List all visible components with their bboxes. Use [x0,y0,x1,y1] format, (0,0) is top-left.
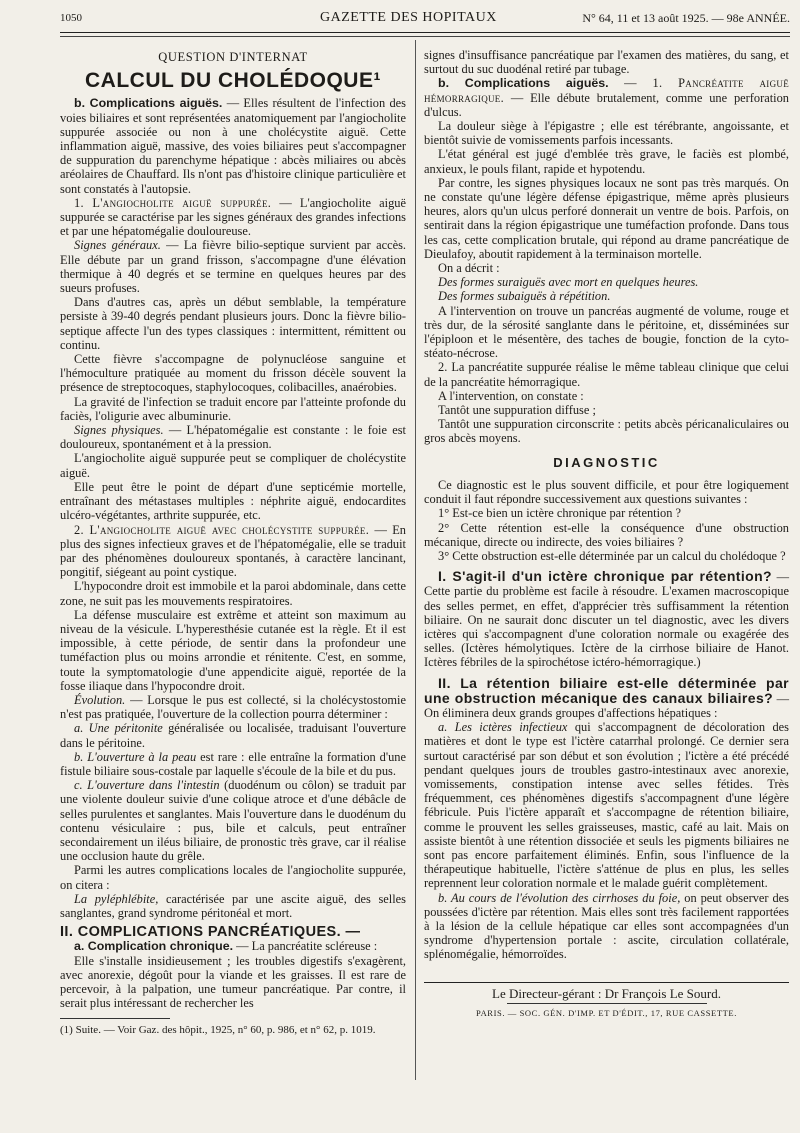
signature: Le Directeur-gérant : Dr François Le Sourd. [492,985,721,1001]
paragraph: Tantôt une suppuration diffuse ; [438,403,596,418]
paragraph: L'hypocondre droit est immobile et la paroi abdominale, dans cette zone, ne suit pas les mouvements respiratoires. [60,579,406,608]
paragraph: b. L'ouverture à la peau est rare : elle entraîne la formation d'une fistule biliaire sous-costale par laquelle s'écoule de la bile et du pus. [60,749,406,778]
inline-label: b. L'ouverture à la peau [74,749,197,764]
paragraph: 2. L'angiocholite aiguë avec cholécystite suppurée. — En plus des signes infectieux graves et de l'hépatomégalie, elle se traduit par des phénomènes douloureux spontanés, à caractère lancinant, pongitif, siégeant au point cystique. [60,522,406,580]
header-rule-thin [60,36,790,37]
column-divider [415,40,416,1080]
question-item: 2° Cette rétention est-elle la conséquence d'une obstruction mécanique, directe ou indirecte, des voies biliaires ? [424,520,789,549]
page-number: 1050 [60,12,82,24]
subheading: b. Complications aiguës. [438,76,609,91]
paragraph: Par contre, les signes physiques locaux ne sont pas très marqués. On ne constate qu'une légère défense épigastrique, même après plusieurs heures, alors qu'un ulcus perforé donnerait un ventre de bois. Parfois, on sentirait dans la région épigastrique une tuméfaction profonde. Dans tous les cas, cette complication brutale, qui répond au drame pancréatique de Dieulafoy, aboutit rapidement à la terminaison mortelle. [424,175,789,261]
subheading: a. Complication chronique. [74,939,234,954]
inline-label: a. Les ictères infectieux [438,720,568,735]
inline-label: Évolution. [74,692,126,707]
paragraph: a. Une péritonite généralisée ou localisée, traduisant l'ouverture dans le péritoine. [60,721,406,750]
paragraph: A l'intervention, on constate : [438,388,584,403]
imprint: PARIS. — SOC. GÉN. D'IMP. ET D'ÉDIT., 17, RUE CASSETTE. [476,1007,737,1018]
question-item: 1° Est-ce bien un ictère chronique par rétention ? [438,506,682,521]
right-column [424,48,789,1020]
paragraph: b. Au cours de l'évolution des cirrhoses du foie, on peut observer des poussées d'ictère par rétention. Mais elles sont très facilement rapportées à la lésion de la cellule hépatique car elles sont accompagnées d'un syndrome d'hypertension portale : ascite, circulation collatérale, splénomégalie, hémorroïdes. [424,890,789,962]
paragraph: Signes physiques. — L'hépatomégalie est constante : le foie est douloureux, spontanément et à la pression. [60,423,407,452]
section-heading-diagnostic: DIAGNOSTIC [553,454,660,470]
running-header [60,8,790,30]
paragraph: Tantôt une suppuration circonscrite : petits abcès péricanaliculaires ou gros abcès moyens. [424,417,789,446]
paragraph: 1. L'angiocholite aiguë suppurée. — L'angiocholite aiguë suppurée se caractérise par les signes généraux des grandes infections et par une hépatomégalie douloureuse. [60,195,406,239]
section-heading: I. S'agit-il d'un ictère chronique par rétention? [438,568,772,585]
paragraph: a. Les ictères infectieux qui s'accompagnent de décoloration des matières et dont le type est l'ictère catarrhal prolongé. Ce dernier sera surtout caractérisé par son début et son évolution ; l'ictère a été précédé pendant quelques jours de troubles gastro-intestinaux avec anorexie, vomissements, constipation intense avec selles fétides. Très fréquemment, ces phénomènes digestifs s'accompagnent d'une légère fébricule. Puis l'ictère apparaît et s'accompagne de rétention biliaire, comme le prouvent les selles graisseuses, mastic, café au lait. Mais on assiste bientôt à une rétention dissociée et seuls les pigments biliaires ne sont pas encore parfaitement éliminés. Enfin, sous l'influence de la thérapeutique habituelle, l'ictère s'atténue de plus en plus, les selles reprennent leur coloration normale et le malade guérit complètement. [424,720,789,891]
issue-info: N° 64, 11 et 13 août 1925. — 98e ANNÉE. [582,11,790,25]
footnote-rule [60,1018,170,1019]
paragraph: 2. La pancréatite suppurée réalise le même tableau clinique que celui de la pancréatite hémorragique. [424,360,789,389]
inline-label: c. L'ouverture dans l'intestin [74,778,220,793]
paragraph: Elle peut être le point de départ d'une septicémie mortelle, entraînant des métastases multiples : néphrite aiguë, endocardites ulcéro-végétantes, arthrite suppurée, etc. [60,479,406,523]
paragraph: Des formes subaiguës à répétition. [438,289,611,304]
footnote: (1) Suite. — Voir Gaz. des hôpit., 1925, n° 60, p. 986, et n° 62, p. 1019. [60,1024,376,1037]
paragraph: Des formes suraiguës avec mort en quelques heures. [438,275,699,290]
paragraph: I. S'agit-il d'un ictère chronique par rétention? — Cette partie du problème est facile à résoudre. L'examen macroscopique des selles permet, en effet, d'apprécier très suffisamment la rétention biliaire. On ne saurait donc discuter un tel diagnostic, avec les divers ictères qui s'accompagnent d'une coloration normale ou exagérée des selles. (Ictères hémolytiques. Ictère de la cirrhose biliaire de Hanot. Ictères fébriles de la spirochétose ictéro-hémorragique.) [424,568,789,670]
inline-label: Signes généraux. [74,238,161,253]
article-title: CALCUL DU CHOLÉDOQUE¹ [85,69,381,93]
paragraph: a. Complication chronique. — La pancréatite scléreuse : [74,939,378,954]
paragraph: Évolution. — Lorsque le pus est collecté, si la cholécystostomie n'est pas pratiquée, l'ouverture de la collection pourra déterminer : [60,692,406,722]
paragraph: Elle s'installe insidieusement ; les troubles digestifs s'exagèrent, avec anorexie, dégoût pour la viande et les graisses. Il est rare de percevoir, à la palpation, une tumeur pancréatique. Par contre, il serait plus intéressant de rechercher les [60,953,406,1011]
section-heading: II. La rétention biliaire est-elle déterminée par une obstruction mécanique des canaux biliaires? [424,674,789,706]
paragraph: La douleur siège à l'épigastre ; elle est térébrante, angoissante, et bientôt suivie de vomissements parfois incessants. [424,119,789,148]
paragraph: b. Complications aiguës. — Elles résultent de l'infection des voies biliaires et sont représentées anatomiquement par l'angiocholite suppurée associée ou non à une cholécystite aiguë. Cette inflammation aiguë, massive, des voies biliaires peut s'accompagner de suppuration du parenchyme hépatique : abcès miliaires ou abcès aréolaires de Chauffard. Ils n'ont pas d'histoire clinique particulière et sont constatés à l'autopsie. [60,96,406,196]
paragraph: A l'intervention on trouve un pancréas augmenté de volume, rouge et très dur, de la sérosité sanglante dans le péritoine, et, disséminées sur l'épiploon et le mésentère, des taches de bougie, fonction de la cyto-stéato-nécrose. [424,303,789,361]
paragraph: La pyléphlébite, caractérisée par une ascite aiguë, des selles sanglantes, grand syndrome péritonéal et mort. [60,891,407,920]
section-heading: II. COMPLICATIONS PANCRÉATIQUES. — [60,924,361,941]
question-item: 3° Cette obstruction est-elle déterminée par un calcul du cholédoque ? [438,548,786,563]
paragraph: Ce diagnostic est le plus souvent difficile, et pour être logiquement conduit il faut répondre successivement aux questions suivantes : [424,477,789,507]
paragraph: Signes généraux. — La fièvre bilio-septique survient par accès. Elle débute par un grand frisson, s'accompagne d'une élévation thermique à 40 degrés et se termine en quelques heures par des sueurs profuses. [60,238,406,296]
subheading: b. Complications aiguës. [74,96,223,111]
paragraph: L'angiocholite aiguë suppurée peut se compliquer de cholécystite aiguë. [60,451,406,480]
paragraph: Parmi les autres complications locales de l'angiocholite suppurée, on citera : [60,863,406,892]
inline-label: Signes physiques. [74,423,164,438]
journal-title: GAZETTE DES HOPITAUX [320,10,497,25]
paragraph: b. Complications aiguës. — 1. Pancréatite aiguë hémorragique. — Elle débute brutalement, comme une perforation d'ulcus. [424,76,789,119]
left-column [60,44,406,1037]
paragraph: On a décrit : [438,261,500,276]
paragraph: signes d'insuffisance pancréatique par l'examen des matières, du sang, et surtout du suc duodénal retiré par tubage. [424,48,789,77]
paragraph: c. L'ouverture dans l'intestin (duodénum ou côlon) se traduit par une violente douleur suivie d'une colique atroce et d'une débâcle de selles purulentes et sanglantes. Mais l'ouverture dans le duodénum du contenu vésiculaire : pus, bile et calculs, peut entraîner secondairement un iléus biliaire, de pronostic très grave, car il réalise une occlusion haute du grêle. [60,778,406,864]
paragraph: Cette fièvre s'accompagne de polynucléose sanguine et l'hémoculture pratiquée au moment du frisson décèle souvent la présence de streptocoques, staphylocoques, colibacilles, anaérobies. [60,352,406,395]
signature-rule [424,982,789,983]
paragraph: La gravité de l'infection se traduit encore par l'atteinte profonde du faciès, l'oligurie avec albuminurie. [60,394,406,423]
section-kicker: QUESTION D'INTERNAT [158,50,308,64]
subheading: 2. L'angiocholite aiguë avec cholécystite suppurée. [74,522,370,537]
header-rule [60,32,790,33]
inline-label: a. Une péritonite [74,721,163,736]
paragraph: La défense musculaire est extrême et atteint son maximum au niveau de la vésicule. L'hyperesthésie cutanée est la règle. Et il est impossible, à cette période, de sentir dans la profondeur une tuméfaction plus ou moins arrondie et rénitente. C'est, en somme, toute la symptomatologie d'une appendicite aiguë, reportée de la fosse iliaque dans l'hypocondre droit. [60,607,406,693]
paragraph: II. La rétention biliaire est-elle déterminée par une obstruction mécanique des canaux biliaires? — On éliminera deux grands groupes d'affections hépatiques : [424,674,789,720]
inline-label: La pyléphlébite, [74,891,159,906]
subheading: 1. L'angiocholite aiguë suppurée. [74,195,272,210]
signature-rule-thin [507,1003,707,1004]
paragraph: L'état général est jugé d'emblée très grave, le faciès est plombé, anxieux, le pouls filant, rapide et hypotendu. [424,147,789,176]
inline-label: b. Au cours de l'évolution des cirrhoses du foie, [438,890,681,905]
paragraph: Dans d'autres cas, après un début semblable, la température persiste à 39-40 degrés pendant plusieurs jours. Donc la fièvre bilio-septique affecte l'un des types classiques : intermittent, rémittent ou continu. [60,295,406,352]
